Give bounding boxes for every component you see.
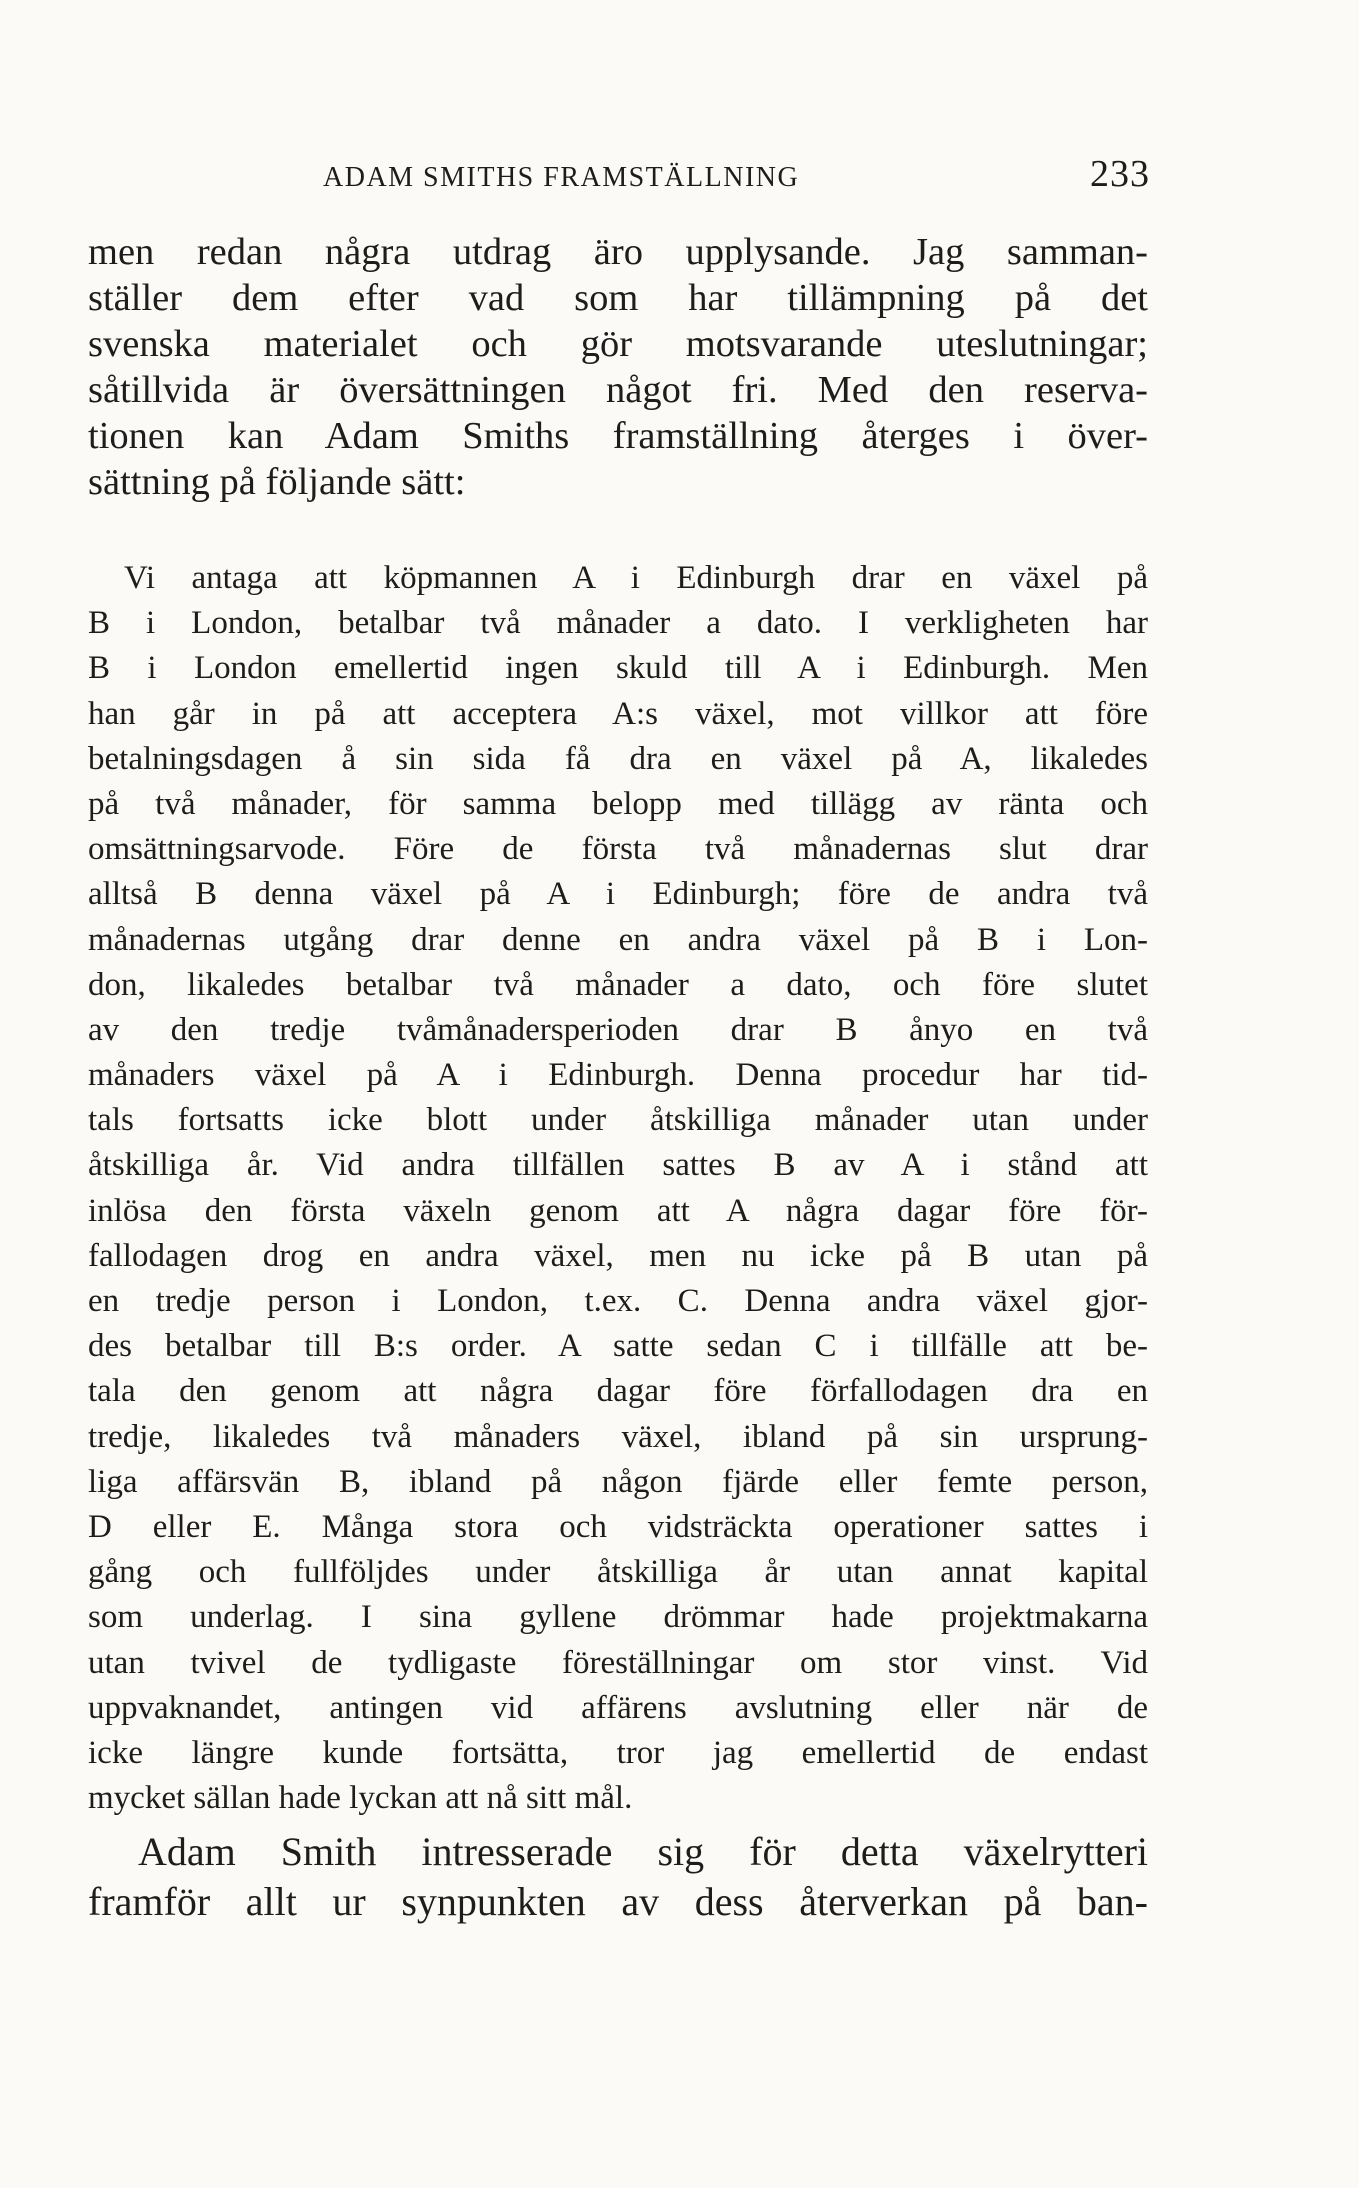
- quote-line: Vi antaga att köpmannen A i Edinburgh drar en växel på: [124, 560, 1148, 596]
- quote-line: icke längre kunde fortsätta, tror jag emellertid de endast: [88, 1734, 1148, 1771]
- quote-line: B i London, betalbar två månader a dato. I verkligheten har: [88, 605, 1148, 642]
- quote-line: av den tredje tvåmånadersperioden drar B ånyo en två: [88, 1011, 1148, 1048]
- quote-line: tredje, likaledes två månaders växel, ibland på sin ursprung-: [88, 1418, 1148, 1455]
- quote-line: D eller E. Många stora och vidsträckta operationer sattes i: [88, 1508, 1148, 1545]
- quote-line: omsättningsarvode. Före de första två månadernas slut drar: [88, 831, 1148, 868]
- quote-line: på två månader, för samma belopp med tillägg av ränta och: [88, 785, 1148, 822]
- quote-line: månaders växel på A i Edinburgh. Denna procedur har tid-: [88, 1057, 1148, 1094]
- paragraph-2: [88, 1827, 1148, 1927]
- quote-line: mycket sällan hade lyckan att nå sitt mål.: [88, 1780, 633, 1817]
- quote-line: tala den genom att några dagar före förfallodagen dra en: [88, 1373, 1148, 1410]
- quote-line: åtskilliga år. Vid andra tillfällen sattes B av A i stånd att: [88, 1147, 1148, 1184]
- page-header: [88, 153, 1150, 198]
- page-number: 233: [1090, 153, 1150, 195]
- quote-line: som underlag. I sina gyllene drömmar hade projektmakarna: [88, 1599, 1148, 1636]
- quote-line: fallodagen drog en andra växel, men nu icke på B utan på: [88, 1237, 1148, 1274]
- quote-line: des betalbar till B:s order. A satte sedan C i tillfälle att be-: [88, 1328, 1148, 1365]
- quote-line: inlösa den första växeln genom att A några dagar före för-: [88, 1192, 1148, 1229]
- quotation-block: [88, 556, 1148, 1821]
- text-line: ställer dem efter vad som har tillämpning på det: [88, 277, 1148, 319]
- text-line: tionen kan Adam Smiths framställning återges i över-: [88, 415, 1148, 457]
- text-line: Adam Smith intresserade sig för detta växelrytteri: [138, 1829, 1148, 1874]
- quote-line: en tredje person i London, t.ex. C. Denna andra växel gjor-: [88, 1283, 1148, 1319]
- text-line: svenska materialet och gör motsvarande uteslutningar;: [88, 323, 1148, 365]
- quote-line: B i London emellertid ingen skuld till A i Edinburgh. Men: [88, 650, 1148, 687]
- quote-line: tals fortsatts icke blott under åtskilliga månader utan under: [88, 1102, 1148, 1139]
- quote-line: liga affärsvän B, ibland på någon fjärde eller femte person,: [88, 1463, 1148, 1500]
- quote-line: betalningsdagen å sin sida få dra en växel på A, likaledes: [88, 740, 1148, 777]
- running-title: ADAM SMITHS FRAMSTÄLLNING: [323, 162, 800, 193]
- quote-line: don, likaledes betalbar två månader a dato, och före slutet: [88, 966, 1148, 1003]
- paragraph-1: [88, 229, 1148, 505]
- quote-line: alltså B denna växel på A i Edinburgh; före de andra två: [88, 876, 1148, 913]
- quote-line: han går in på att acceptera A:s växel, mot villkor att före: [88, 695, 1148, 732]
- quote-line: uppvaknandet, antingen vid affärens avslutning eller när de: [88, 1689, 1148, 1726]
- text-line: men redan några utdrag äro upplysande. Jag samman-: [88, 231, 1148, 273]
- text-line: såtillvida är översättningen något fri. Med den reserva-: [88, 369, 1148, 411]
- quote-line: månadernas utgång drar denne en andra växel på B i Lon-: [88, 921, 1148, 958]
- text-line: sättning på följande sätt:: [88, 461, 466, 503]
- quote-line: gång och fullföljdes under åtskilliga år utan annat kapital: [88, 1554, 1148, 1591]
- quote-line: utan tvivel de tydligaste föreställningar om stor vinst. Vid: [88, 1644, 1148, 1681]
- text-line: framför allt ur synpunkten av dess återverkan på ban-: [88, 1879, 1148, 1924]
